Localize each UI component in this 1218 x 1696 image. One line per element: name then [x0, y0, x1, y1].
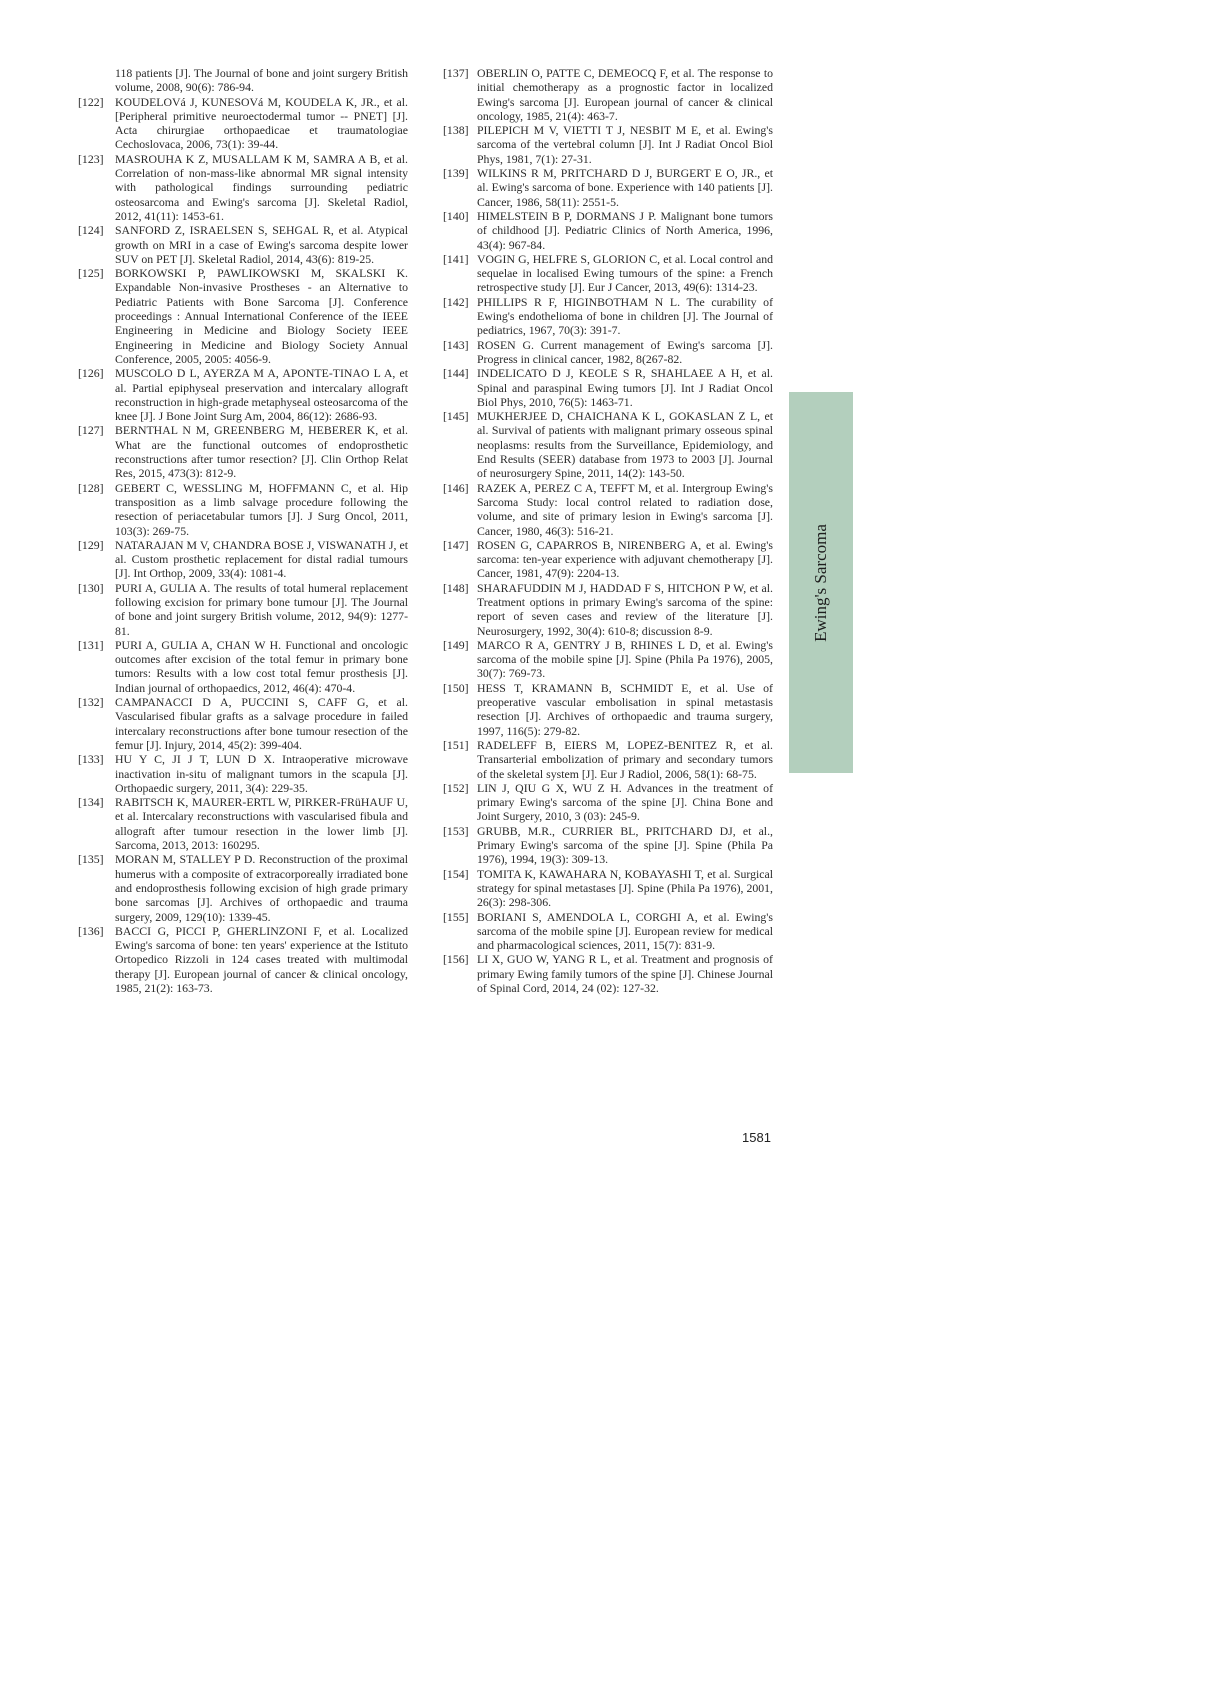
reference-number: [154]	[443, 866, 469, 881]
reference-number: [129]	[78, 537, 104, 552]
reference-number: [134]	[78, 795, 104, 810]
reference-text: BORIANI S, AMENDOLA L, CORGHI A, et al. Ewing's sarcoma of the mobile spine [J]. European review for medical and pharmacological sciences, 2011, 15(7): 831-9.	[477, 909, 773, 953]
reference-item	[443, 910, 773, 953]
reference-number: [149]	[443, 637, 469, 652]
reference-item	[78, 538, 408, 581]
reference-item	[443, 295, 773, 338]
reference-number: [144]	[443, 366, 469, 381]
reference-number: [147]	[443, 537, 469, 552]
reference-number: [153]	[443, 823, 469, 838]
reference-text: MARCO R A, GENTRY J B, RHINES L D, et al. Ewing's sarcoma of the mobile spine [J]. Spine (Phila Pa 1976), 2005, 30(7): 769-73.	[477, 637, 773, 681]
reference-number: [142]	[443, 294, 469, 309]
reference-text: KOUDELOVá J, KUNESOVá M, KOUDELA K, JR., et al. [Peripheral primitive neuroectodermal tumor -- PNET] [J]. Acta chirurgiae orthopaedicae et traumatologiae Cechoslovaca, 2006, 73(1): 39-44.	[115, 94, 408, 152]
reference-number: [148]	[443, 580, 469, 595]
reference-number: [131]	[78, 637, 104, 652]
section-side-tab	[789, 392, 853, 773]
reference-number: [130]	[78, 580, 104, 595]
reference-number: [138]	[443, 123, 469, 138]
reference-item	[78, 423, 408, 480]
reference-number: [151]	[443, 737, 469, 752]
reference-text: RAZEK A, PEREZ C A, TEFFT M, et al. Intergroup Ewing's Sarcoma Study: local control related to radiation dose, volume, and site of primary lesion in Ewing's sarcoma [J]. Cancer, 1980, 46(3): 516-21.	[477, 480, 773, 538]
reference-item	[443, 681, 773, 738]
reference-item	[443, 824, 773, 867]
reference-item	[443, 166, 773, 209]
reference-text: ROSEN G, CAPARROS B, NIRENBERG A, et al. Ewing's sarcoma: ten-year experience with adjuvant chemotherapy [J]. Cancer, 1981, 47(9): 2204-13.	[477, 537, 773, 581]
reference-item	[78, 366, 408, 423]
reference-item	[78, 223, 408, 266]
reference-text: PURI A, GULIA A, CHAN W H. Functional and oncologic outcomes after excision of the total femur in primary bone tumors: Results with a low cost total femur prosthesis [J]. Indian journal of orthopaedics, 2012, 46(4): 470-4.	[115, 637, 408, 695]
reference-item	[443, 209, 773, 252]
reference-text: NATARAJAN M V, CHANDRA BOSE J, VISWANATH J, et al. Custom prosthetic replacement for distal radial tumours [J]. Int Orthop, 2009, 33(4): 1081-4.	[115, 537, 408, 581]
reference-text: RABITSCH K, MAURER-ERTL W, PIRKER-FRüHAUF U, et al. Intercalary reconstructions with vascularised fibula and allograft after tumour resection in the lower limb [J]. Sarcoma, 2013, 2013: 160295.	[115, 795, 408, 853]
reference-item	[443, 366, 773, 409]
reference-number: [143]	[443, 337, 469, 352]
reference-number: [146]	[443, 480, 469, 495]
reference-item	[78, 95, 408, 152]
reference-number: [123]	[78, 151, 104, 166]
reference-text: BACCI G, PICCI P, GHERLINZONI F, et al. Localized Ewing's sarcoma of bone: ten years' experience at the Istituto Ortopedico Rizzoli in 124 cases treated with multimodal therapy [J]. European journal of cancer & clinical oncology, 1985, 21(2): 163-73.	[115, 923, 408, 995]
reference-number: [152]	[443, 780, 469, 795]
right-reference-list	[443, 66, 773, 995]
reference-text: BERNTHAL N M, GREENBERG M, HEBERER K, et al. What are the functional outcomes of endoprosthetic reconstructions after tumor resection? [J]. Clin Orthop Relat Res, 2015, 473(3): 812-9.	[115, 423, 408, 481]
reference-number: [136]	[78, 923, 104, 938]
reference-text: GEBERT C, WESSLING M, HOFFMANN C, et al. Hip transposition as a limb salvage procedure following the resection of periacetabular tumors [J]. J Surg Oncol, 2011, 103(3): 269-75.	[115, 480, 408, 538]
reference-text: OBERLIN O, PATTE C, DEMEOCQ F, et al. The response to initial chemotherapy as a prognostic factor in localized Ewing's sarcoma [J]. European journal of cancer & clinical oncology, 1985, 21(4): 463-7.	[477, 66, 773, 123]
reference-text: WILKINS R M, PRITCHARD D J, BURGERT E O, JR., et al. Ewing's sarcoma of bone. Experience with 140 patients [J]. Cancer, 1986, 58(11): 2551-5.	[477, 166, 773, 209]
reference-number: [122]	[78, 94, 104, 109]
reference-item	[78, 852, 408, 923]
reference-item	[443, 538, 773, 581]
reference-text: CAMPANACCI D A, PUCCINI S, CAFF G, et al. Vascularised fibular grafts as a salvage procedure in failed intercalary reconstructions after bone tumour resection of the femur [J]. Injury, 2014, 45(2): 399-404.	[115, 695, 408, 752]
references-right-column	[443, 66, 773, 995]
reference-item	[443, 781, 773, 824]
reference-number: [133]	[78, 752, 104, 767]
references-left-column	[78, 66, 408, 995]
reference-text: BORKOWSKI P, PAWLIKOWSKI M, SKALSKI K. Expandable Non-invasive Prostheses - an Alternative to Pediatric Patients with Bone Sarcoma [J]. Conference proceedings : Annual International Conference of the IEEE Engineering in Medicine and Biology Society IEEE Engineering in Medicine and Biology Society Annual Conference, 2005, 2005: 4056-9.	[115, 266, 408, 366]
reference-number: [125]	[78, 266, 104, 281]
reference-text: HIMELSTEIN B P, DORMANS J P. Malignant bone tumors of childhood [J]. Pediatric Clinics of North America, 1996, 43(4): 967-84.	[477, 208, 773, 252]
reference-item	[443, 338, 773, 367]
reference-item	[443, 409, 773, 480]
reference-text: PHILLIPS R F, HIGINBOTHAM N L. The curability of Ewing's endothelioma of bone in children [J]. The Journal of pediatrics, 1967, 70(3): 391-7.	[477, 294, 773, 338]
reference-number: [135]	[78, 852, 104, 867]
reference-item	[78, 581, 408, 638]
reference-text: SHARAFUDDIN M J, HADDAD F S, HITCHON P W, et al. Treatment options in primary Ewing's sarcoma of the spine: report of seven cases and review of the literature [J]. Neurosurgery, 1992, 30(4): 610-8; discussion 8-9.	[477, 580, 773, 638]
reference-item	[443, 638, 773, 681]
reference-text: TOMITA K, KAWAHARA N, KOBAYASHI T, et al. Surgical strategy for spinal metastases [J]. Spine (Phila Pa 1976), 2001, 26(3): 298-306.	[477, 866, 773, 910]
section-side-tab-label: Ewing's Sarcoma	[811, 523, 830, 642]
reference-item	[78, 638, 408, 695]
reference-item	[443, 581, 773, 638]
reference-number: [140]	[443, 208, 469, 223]
reference-text: MORAN M, STALLEY P D. Reconstruction of the proximal humerus with a composite of extracorporeally irradiated bone and endoprosthesis following excision of high grade primary bone sarcomas [J]. Archives of orthopaedic and trauma surgery, 2009, 129(10): 1339-45.	[115, 852, 408, 924]
reference-text: HU Y C, JI J T, LUN D X. Intraoperative microwave inactivation in-situ of malignant tumors in the scapula [J]. Orthopaedic surgery, 2011, 3(4): 229-35.	[115, 752, 408, 795]
reference-item	[443, 66, 773, 123]
reference-item	[78, 266, 408, 366]
reference-number: [128]	[78, 480, 104, 495]
reference-item	[443, 481, 773, 538]
reference-item	[443, 123, 773, 166]
reference-item	[78, 924, 408, 995]
reference-text: MUKHERJEE D, CHAICHANA K L, GOKASLAN Z L, et al. Survival of patients with malignant primary osseous spinal neoplasms: results from the Surveillance, Epidemiology, and End Results (SEER) database from 1973 to 2003 [J]. Journal of neurosurgery Spine, 2011, 14(2): 143-50.	[477, 409, 773, 481]
reference-item	[78, 695, 408, 752]
reference-text: GRUBB, M.R., CURRIER BL, PRITCHARD DJ, et al., Primary Ewing's sarcoma of the spine [J]. Spine (Phila Pa 1976), 1994, 19(3): 309-13.	[477, 823, 773, 867]
reference-item	[443, 952, 773, 995]
reference-number: [132]	[78, 695, 104, 710]
reference-item	[78, 795, 408, 852]
left-reference-list	[78, 95, 408, 996]
reference-text: PURI A, GULIA A. The results of total humeral replacement following excision for primary bone tumour [J]. The Journal of bone and joint surgery British volume, 2012, 94(9): 1277-81.	[115, 580, 408, 638]
reference-number: [145]	[443, 409, 469, 424]
page-number: 1581	[742, 1130, 771, 1145]
reference-text: LI X, GUO W, YANG R L, et al. Treatment and prognosis of primary Ewing family tumors of the spine [J]. Chinese Journal of Spinal Cord, 2014, 24 (02): 127-32.	[477, 952, 773, 995]
reference-text: ROSEN G. Current management of Ewing's sarcoma [J]. Progress in clinical cancer, 1982, 8(267-82.	[477, 337, 773, 366]
reference-number: [139]	[443, 166, 469, 181]
reference-text: PILEPICH M V, VIETTI T J, NESBIT M E, et al. Ewing's sarcoma of the vertebral column [J]. Int J Radiat Oncol Biol Phys, 1981, 7(1): 27-31.	[477, 123, 773, 166]
reference-text: MASROUHA K Z, MUSALLAM K M, SAMRA A B, et al. Correlation of non-mass-like abnormal MR signal intensity with pathological findings surrounding pediatric osteosarcoma and Ewing's sarcoma [J]. Skeletal Radiol, 2012, 41(11): 1453-61.	[115, 151, 408, 223]
reference-continuation: 118 patients [J]. The Journal of bone and joint surgery British volume, 2008, 90(6): 786-94.	[115, 66, 408, 95]
reference-item	[443, 252, 773, 295]
reference-item	[78, 752, 408, 795]
reference-number: [126]	[78, 366, 104, 381]
reference-number: [155]	[443, 909, 469, 924]
reference-number: [150]	[443, 680, 469, 695]
reference-number: [137]	[443, 66, 469, 80]
reference-number: [124]	[78, 223, 104, 238]
reference-item	[443, 867, 773, 910]
reference-item	[78, 481, 408, 538]
reference-item	[443, 738, 773, 781]
reference-item	[78, 152, 408, 223]
reference-text: RADELEFF B, EIERS M, LOPEZ-BENITEZ R, et al. Transarterial embolization of primary and secondary tumors of the skeletal system [J]. Eur J Radiol, 2006, 58(1): 68-75.	[477, 737, 773, 781]
reference-text: MUSCOLO D L, AYERZA M A, APONTE-TINAO L A, et al. Partial epiphyseal preservation and intercalary allograft reconstruction in high-grade metaphyseal osteosarcoma of the knee [J]. J Bone Joint Surg Am, 2004, 86(12): 2686-93.	[115, 366, 408, 424]
reference-number: [127]	[78, 423, 104, 438]
reference-text: VOGIN G, HELFRE S, GLORION C, et al. Local control and sequelae in localised Ewing tumours of the spine: a French retrospective study [J]. Eur J Cancer, 2013, 49(6): 1314-23.	[477, 251, 773, 295]
reference-text: HESS T, KRAMANN B, SCHMIDT E, et al. Use of preoperative vascular embolisation in spinal metastasis resection [J]. Archives of orthopaedic and trauma surgery, 1997, 116(5): 279-82.	[477, 680, 773, 738]
reference-number: [141]	[443, 251, 469, 266]
reference-text: INDELICATO D J, KEOLE S R, SHAHLAEE A H, et al. Spinal and paraspinal Ewing tumors [J]. Int J Radiat Oncol Biol Phys, 2010, 76(5): 1463-71.	[477, 366, 773, 409]
reference-text: SANFORD Z, ISRAELSEN S, SEHGAL R, et al. Atypical growth on MRI in a case of Ewing's sarcoma despite lower SUV on PET [J]. Skeletal Radiol, 2014, 43(6): 819-25.	[115, 223, 408, 266]
reference-number: [156]	[443, 952, 469, 967]
reference-text: LIN J, QIU G X, WU Z H. Advances in the treatment of primary Ewing's sarcoma of the spine [J]. China Bone and Joint Surgery, 2010, 3 (03): 245-9.	[477, 780, 773, 824]
